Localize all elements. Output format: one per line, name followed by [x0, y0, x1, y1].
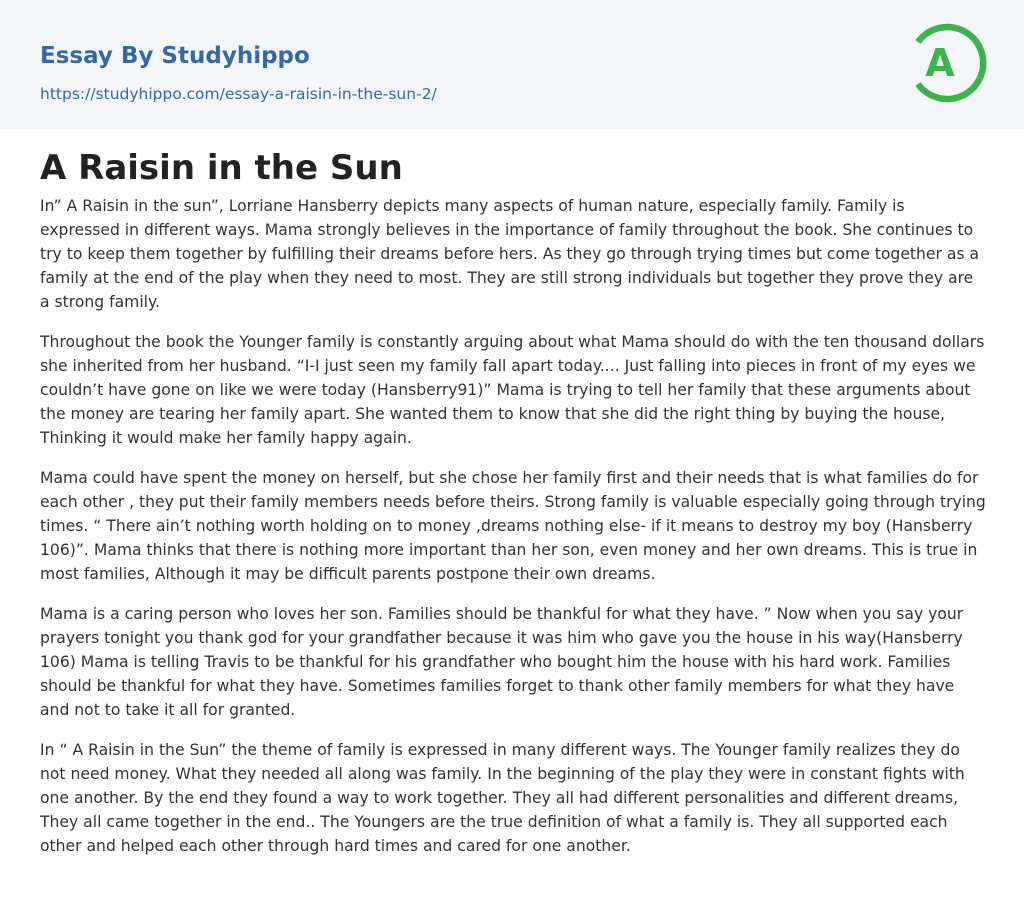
essay-body — [40, 194, 986, 874]
essay-paragraph: In “ A Raisin in the Sun” the theme of family is expressed in many different ways. The Younger family realizes they do not need money. What they needed all along was family. In the beginning of the play they were in constant fights with one another. By the end they found a way to work together. They all had different personalities and different dreams, They all came together in the end.. The Youngers are the true definition of what a family is. They all supported each other and helped each other through hard times and cared for one another. — [40, 741, 965, 855]
essay-paragraph: In” A Raisin in the sun”, Lorriane Hansberry depicts many aspects of human nature, especially family. Family is expressed in different ways. Mama strongly believes in the importance of family throughout the book. She continues to try to keep them together by fulfilling their dreams before hers. As they go through trying times but come together as a family at the end of the play when they need to most. They are still strong individuals but together they prove they are a strong family. — [40, 197, 980, 311]
site-brand[interactable]: Essay By Studyhippo — [40, 43, 310, 69]
essay-url-link[interactable]: https://studyhippo.com/essay-a-raisin-in-the-sun-2/ — [40, 85, 437, 103]
essay-paragraph: Mama could have spent the money on herself, but she chose her family first and their needs that is what families do for each other , they put their family members needs before theirs. Strong family is valuable especially going through trying times. “ There ain’t nothing worth holding on to money ,dreams nothing else- if it means to destroy my boy (Hansberry 106)”. Mama thinks that there is nothing more important than her son, even money and her own dreams. This is true in most families, Although it may be difficult parents postpone their own dreams. — [40, 469, 986, 583]
logo-ring-icon — [912, 20, 988, 106]
site-header — [0, 0, 1024, 129]
site-logo[interactable] — [912, 20, 988, 106]
essay-paragraph: Throughout the book the Younger family is constantly arguing about what Mama should do with the ten thousand dollars she inherited from her husband. “I-I just seen my family fall apart today.... Just falling into pieces in front of my eyes we couldn’t have gone on like we were today (Hansberry91)” Mama is trying to tell her family that these arguments about the money are tearing her family apart. She wanted them to know that she did the right thing by buying the house, Thinking it would make her family happy again. — [40, 333, 985, 447]
essay-paragraph: Mama is a caring person who loves her son. Families should be thankful for what they have. ” Now when you say your prayers tonight you thank god for your grandfather because it was him who gave you the house in his way(Hansberry 106) Mama is telling Travis to be thankful for his grandfather who bought him the house with his hard work. Families should be thankful for what they have. Sometimes families forget to thank other family members for what they have and not to take it all for granted. — [40, 605, 964, 719]
logo-letter: A — [925, 41, 955, 85]
essay-title: A Raisin in the Sun — [40, 148, 403, 188]
